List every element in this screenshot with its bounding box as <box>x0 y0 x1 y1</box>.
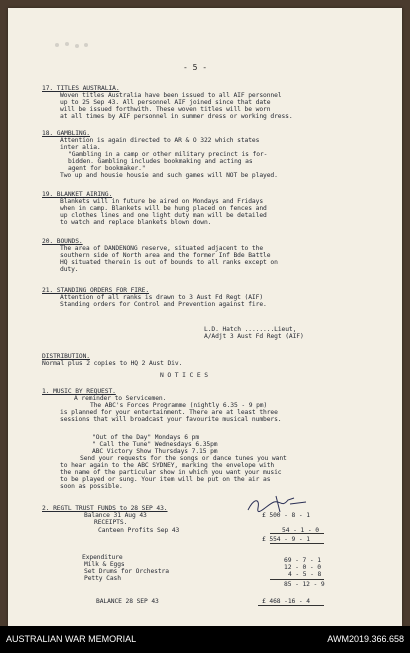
text-line: bidden. Gambling includes bookmaking and acting as <box>68 158 253 165</box>
text-line: to be played or sung. Your item will be put on the air as <box>60 476 271 483</box>
text-line: is planned for your entertainment. There are at least three <box>60 409 278 416</box>
text-line: Standing orders for Control and Prevention against fire. <box>60 301 267 308</box>
text-line: up clothes lines and one light duty man will be detailed <box>60 212 267 219</box>
text-line: the name of the particular show in which you want your music <box>60 469 282 476</box>
text-line: Two up and housie housie and such games will NOT be played. <box>60 172 278 179</box>
text-line: Balance 31 Aug 43 <box>84 512 147 519</box>
text-line: soon as possible. <box>60 483 123 490</box>
text-line: 54 - 1 - 0 <box>282 527 319 534</box>
text-line: Attention is again directed to AR & O 322 which states <box>60 137 260 144</box>
ink-smudge <box>52 40 92 50</box>
text-line: 2. REGTL TRUST FUNDS to 28 SEP 43. <box>42 505 168 512</box>
text-line: up to 25 Sep 43. All personnel AIF joined since that date <box>60 99 271 106</box>
document-page <box>8 8 402 626</box>
text-line: "Gambling in a camp or other military precinct is for- <box>68 151 268 158</box>
page-number: - 5 - <box>183 63 208 72</box>
text-line: inter alia. <box>60 144 101 151</box>
text-line: £ 500 - 8 - 1 <box>262 512 310 519</box>
text-line: A/Adjt 3 Aust Fd Regt (AIF) <box>204 333 304 340</box>
text-line: Expenditure <box>82 554 123 561</box>
text-line: 17. TITLES AUSTRALIA. <box>42 85 120 92</box>
text-line: £ 468 -16 - 4 <box>262 598 310 605</box>
text-line: 18. GAMBLING. <box>42 130 90 137</box>
text-line: 85 - 12 - 9 <box>284 581 325 588</box>
text-line: Petty Cash <box>84 575 121 582</box>
text-line: Send your requests for the songs or dance tunes you want <box>80 455 287 462</box>
text-line: The area of DANDENONG reserve, situated adjacent to the <box>60 245 264 252</box>
text-line: ABC Victory Show Thursdays 7.15 pm <box>92 448 218 455</box>
text-line: agent for bookmaker." <box>68 165 146 172</box>
text-line: Blankets will in future be aired on Mondays and Fridays <box>60 198 264 205</box>
text-line: when in camp. Blankets will be hung placed on fences and <box>60 205 267 212</box>
text-line: A reminder to Servicemen. <box>74 395 167 402</box>
text-line: 1. MUSIC BY REQUEST. <box>42 388 116 395</box>
footer-accession-number: AWM2019.366.658 <box>327 634 404 644</box>
text-line: Canteen Profits Sep 43 <box>98 527 180 534</box>
text-line: "Out of the Day" Mondays 6 pm <box>92 434 200 441</box>
sum-rule <box>270 533 324 534</box>
sum-rule <box>258 605 324 606</box>
text-line: Milk & Eggs <box>84 561 125 568</box>
text-line: Woven titles Australia have been issued to all AIF personnel <box>60 92 282 99</box>
text-line: £ 554 - 9 - 1 <box>262 536 310 543</box>
text-line: BALANCE 28 SEP 43 <box>96 598 159 605</box>
text-line: to watch and replace blankets blown down. <box>60 219 212 226</box>
text-line: The ABC's Forces Programme (nightly 6.35 - 9 pm) <box>90 402 268 409</box>
text-line: RECEIPTS. <box>94 519 128 526</box>
text-line: 12 - 0 - 0 <box>284 564 321 571</box>
archive-footer <box>0 626 410 653</box>
text-line: " Call the Tune" Wednesdays 6.35pm <box>92 441 218 448</box>
sum-rule <box>270 579 324 580</box>
text-line: to hear again to the ABC SYDNEY, marking the envelope with <box>60 462 275 469</box>
text-line: duty. <box>60 266 79 273</box>
text-line: N O T I C E S <box>160 372 208 379</box>
text-line: 69 - 7 - 1 <box>284 557 321 564</box>
text-line: HQ situated therein is out of bounds to all ranks except on <box>60 259 278 266</box>
text-line: 20. BOUNDS. <box>42 238 83 245</box>
text-line: 21. STANDING ORDERS FOR FIRE. <box>42 287 150 294</box>
text-line: L.D. Hatch ........Lieut, <box>204 326 297 333</box>
text-line: sessions that will broadcast your favourite musical numbers. <box>60 416 282 423</box>
text-line: 4 - 5 - 8 <box>288 571 322 578</box>
sum-rule <box>270 543 324 544</box>
text-line: southern side of North area and the former Inf Bde Battle <box>60 252 271 259</box>
text-line: 19. BLANKET AIRING. <box>42 191 113 198</box>
text-line: Attention of all ranks is drawn to 3 Aust Fd Regt (AIF) <box>60 294 264 301</box>
handwritten-signature <box>246 494 312 514</box>
text-line: DISTRIBUTION. <box>42 353 90 360</box>
text-line: will be issued forthwith. These woven titles will be worn <box>60 106 271 113</box>
text-line: Set Drums for Orchestra <box>84 568 169 575</box>
text-line: at all times by AIF personnel in summer dress or working dress. <box>60 113 293 120</box>
text-line: Normal plus 2 copies to HQ 2 Aust Div. <box>42 360 183 367</box>
footer-institution: AUSTRALIAN WAR MEMORIAL <box>6 634 137 644</box>
